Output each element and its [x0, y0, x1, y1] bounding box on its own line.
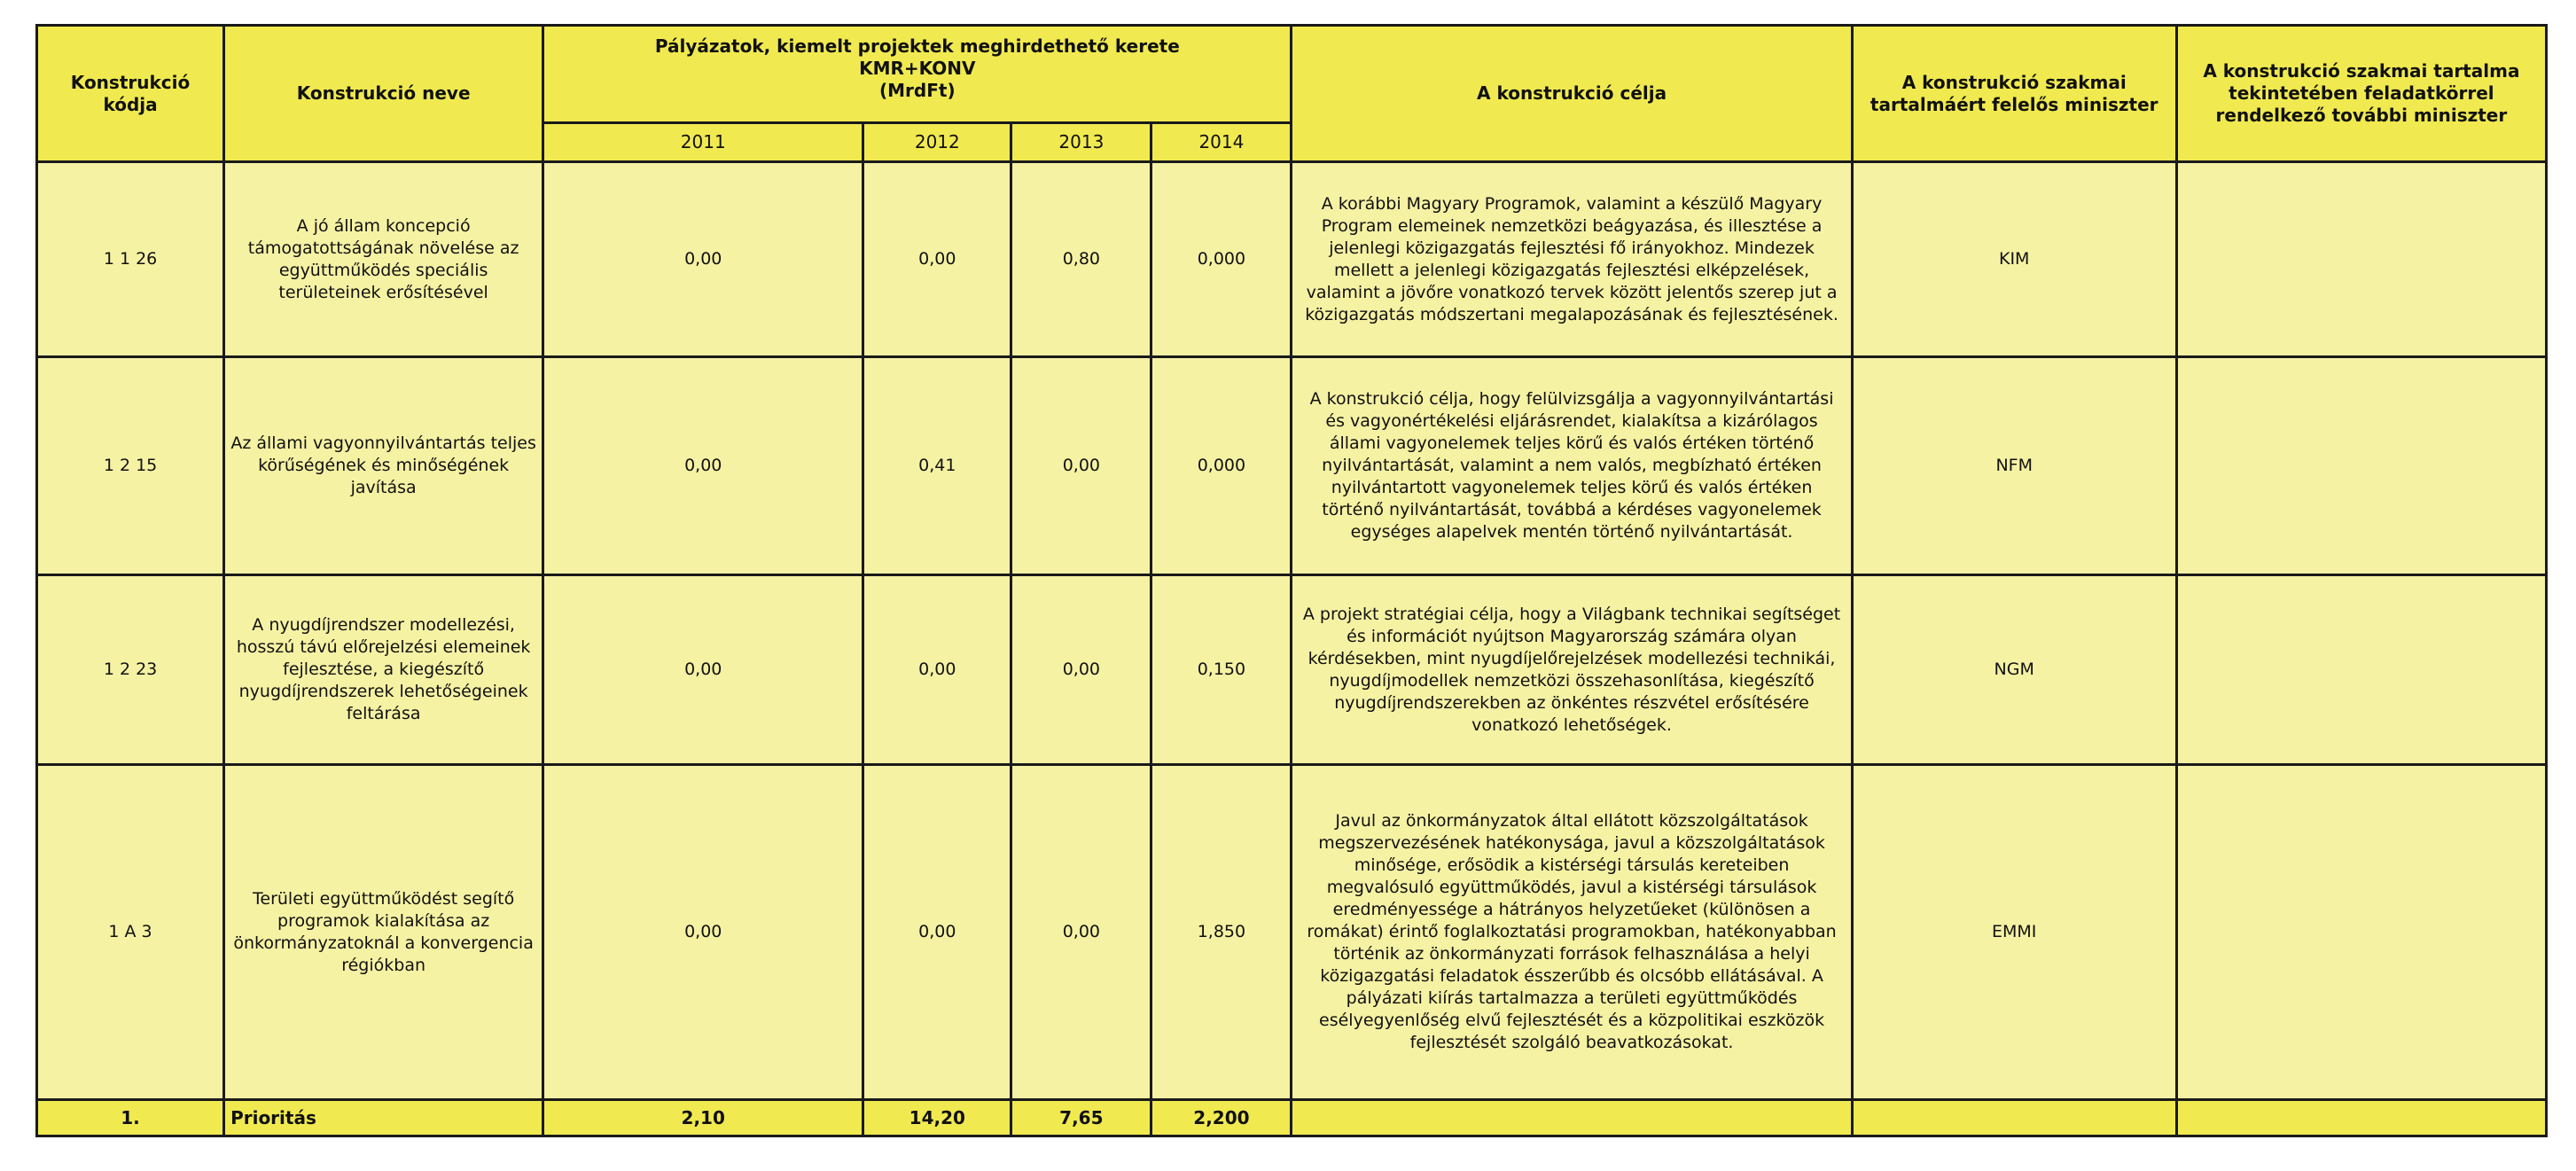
row-value-2014: 0,000	[1151, 357, 1292, 575]
row-minister: KIM	[1852, 162, 2176, 357]
row-minister: EMMI	[1852, 765, 2176, 1100]
row-value-2013: 0,00	[1011, 575, 1151, 765]
total-row	[37, 1100, 2547, 1136]
header-year-2012: 2012	[863, 123, 1011, 162]
row-code: 1 A 3	[37, 765, 224, 1100]
header-year-2011: 2011	[543, 123, 863, 162]
total-label: Prioritás	[224, 1100, 543, 1136]
table-row	[37, 357, 2547, 575]
row-goal: A projekt stratégiai célja, hogy a Világbank technikai segítséget és információt nyújtson Magyarország számára olyan kérdésekben, mint nyugdíjelőrejelzések modellezési technikái, nyugdíjmodellek nemzetközi összehasonlítása, kiegészítő nyugdíjrendszerekben az önkéntes részvétel erősítésére vonatkozó lehetőségek.	[1292, 575, 1852, 765]
row-name: A jó állam koncepció támogatottságának növelése az együttműködés speciális területeinek erősítésével	[224, 162, 543, 357]
total-minister-empty	[1852, 1100, 2176, 1136]
row-value-2011: 0,00	[543, 575, 863, 765]
row-value-2011: 0,00	[543, 357, 863, 575]
row-value-2014: 1,850	[1151, 765, 1292, 1100]
row-other-minister	[2176, 765, 2546, 1100]
row-value-2013: 0,80	[1011, 162, 1151, 357]
row-value-2011: 0,00	[543, 162, 863, 357]
row-goal: A korábbi Magyary Programok, valamint a készülő Magyary Program elemeinek nemzetközi beágyazása, és illesztése a jelenlegi közigazgatás fejlesztési fő irányokhoz. Mindezek mellett a jelenlegi közigazgatás fejlesztési elképzelések, valamint a jövőre vonatkozó tervek között jelentős szerep jut a közigazgatás módszertani megalapozásának és fejlesztésének.	[1292, 162, 1852, 357]
total-value-2013: 7,65	[1011, 1100, 1151, 1136]
header-name: Konstrukció neve	[224, 26, 543, 162]
header-budget-line3: (MrdFt)	[879, 80, 956, 101]
table-row	[37, 162, 2547, 357]
row-goal: A konstrukció célja, hogy felülvizsgálja a vagyonnyilvántartási és vagyonértékelési eljárásrendet, kialakítsa a kizárólagos állami vagyonelemek teljes körű és valós értéken történő nyilvántartását, valamint a nem valós, megbízható értéken nyilvántartott vagyonelemek teljes körű és valós értéken történő nyilvántartását, továbbá a kérdéses vagyonelemek egységes alapelvek mentén történő nyilvántartását.	[1292, 357, 1852, 575]
header-year-2013: 2013	[1011, 123, 1151, 162]
row-value-2012: 0,00	[863, 575, 1011, 765]
header-other-minister: A konstrukció szakmai tartalma tekintetében feladatkörrel rendelkező további miniszter	[2176, 26, 2546, 162]
row-code: 1 2 23	[37, 575, 224, 765]
header-budget-line2: KMR+KONV	[859, 58, 976, 79]
row-value-2012: 0,00	[863, 162, 1011, 357]
total-goal-empty	[1292, 1100, 1852, 1136]
row-name: Területi együttműködést segítő programok kialakítása az önkormányzatoknál a konvergencia régiókban	[224, 765, 543, 1100]
row-name: A nyugdíjrendszer modellezési, hosszú távú előrejelzési elemeinek fejlesztése, a kiegészítő nyugdíjrendszerek lehetőségeinek feltárása	[224, 575, 543, 765]
row-minister: NGM	[1852, 575, 2176, 765]
total-value-2011: 2,10	[543, 1100, 863, 1136]
total-number: 1.	[37, 1100, 224, 1136]
row-value-2013: 0,00	[1011, 765, 1151, 1100]
row-value-2012: 0,00	[863, 765, 1011, 1100]
header-year-2014: 2014	[1151, 123, 1292, 162]
total-value-2014: 2,200	[1151, 1100, 1292, 1136]
row-value-2012: 0,41	[863, 357, 1011, 575]
row-other-minister	[2176, 575, 2546, 765]
table-row	[37, 765, 2547, 1100]
row-value-2014: 0,150	[1151, 575, 1292, 765]
row-value-2011: 0,00	[543, 765, 863, 1100]
header-budget-line1: Pályázatok, kiemelt projektek meghirdethető kerete	[654, 35, 1180, 57]
row-name: Az állami vagyonnyilvántartás teljes körűségének és minőségének javítása	[224, 357, 543, 575]
header-code: Konstrukció kódja	[37, 26, 224, 162]
total-value-2012: 14,20	[863, 1100, 1011, 1136]
row-goal: Javul az önkormányzatok által ellátott közszolgáltatások megszervezésének hatékonysága, javul a közszolgáltatások minősége, erősödik a kistérségi társulás kereteiben megvalósuló együttműködés, javul a kistérségi társulások eredményessége a hátrányos helyzetűeket (különösen a romákat) érintő foglalkoztatási programokban, hatékonyabban történik az önkormányzati források felhasználása a helyi közigazgatási feladatok ésszerűbb és olcsóbb ellátásával. A pályázati kiírás tartalmazza a területi együttműködés esélyegyenlőség elvű fejlesztését és a közpolitikai eszközök fejlesztését szolgáló beavatkozásokat.	[1292, 765, 1852, 1100]
header-budget	[543, 26, 1292, 123]
table-row	[37, 575, 2547, 765]
row-other-minister	[2176, 162, 2546, 357]
row-value-2014: 0,000	[1151, 162, 1292, 357]
row-code: 1 2 15	[37, 357, 224, 575]
row-code: 1 1 26	[37, 162, 224, 357]
header-minister: A konstrukció szakmai tartalmáért felelős miniszter	[1852, 26, 2176, 162]
total-other-empty	[2176, 1100, 2546, 1136]
row-value-2013: 0,00	[1011, 357, 1151, 575]
priority-table	[35, 24, 2548, 1137]
row-other-minister	[2176, 357, 2546, 575]
header-goal: A konstrukció célja	[1292, 26, 1852, 162]
row-minister: NFM	[1852, 357, 2176, 575]
